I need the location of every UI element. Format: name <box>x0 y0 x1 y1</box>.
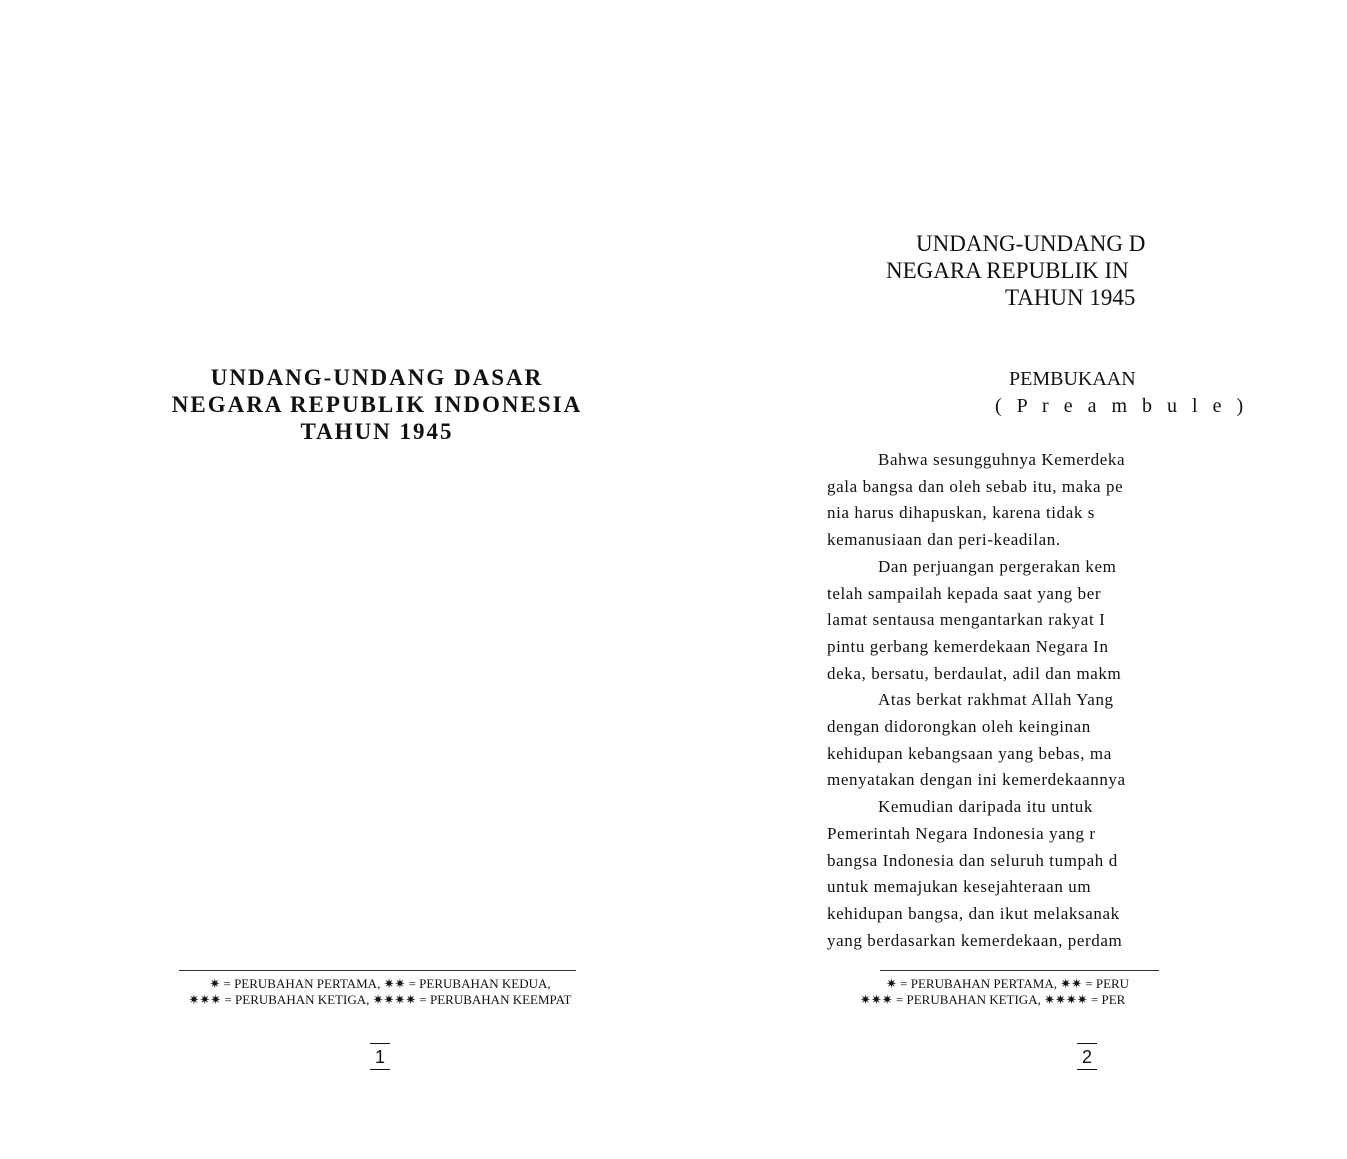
text-line: untuk memajukan kesejahteraan um <box>827 877 1092 897</box>
page-number: 1 <box>370 1043 390 1070</box>
text-line: menyatakan dengan ini kemerdekaannya <box>827 770 1126 790</box>
text-line: deka, bersatu, berdaulat, adil dan makm <box>827 663 1122 683</box>
footnote <box>860 976 1159 1008</box>
title-line: TAHUN 1945 <box>1005 285 1136 310</box>
title-line: TAHUN 1945 <box>300 419 454 444</box>
document-title <box>875 230 1275 311</box>
footnote <box>0 976 760 1008</box>
page-2 <box>760 0 1249 1159</box>
text-line: kehidupan kebangsaan yang bebas, ma <box>827 743 1112 763</box>
section-title: PEMBUKAAN <box>1009 368 1136 390</box>
title-line: NEGARA REPUBLIK INDONESIA <box>171 392 583 417</box>
title-line: UNDANG-UNDANG D <box>916 231 1146 256</box>
text-line: Kemudian daripada itu untuk <box>878 797 1093 817</box>
text-line: Pemerintah Negara Indonesia yang r <box>827 823 1096 843</box>
text-line: gala bangsa dan oleh sebab itu, maka pe <box>827 476 1124 496</box>
page-number: 2 <box>1077 1043 1097 1070</box>
text-line: Bahwa sesungguhnya Kemerdeka <box>878 450 1126 469</box>
text-line: dengan didorongkan oleh keinginan <box>827 717 1091 737</box>
text-line: nia harus dihapuskan, karena tidak s <box>827 503 1096 523</box>
preamble-text <box>827 447 1347 954</box>
text-line: pintu gerbang kemerdekaan Negara In <box>827 636 1109 656</box>
text-line: Dan perjuangan pergerakan kem <box>878 556 1117 576</box>
footnote-line: ✷✷✷ = PERUBAHAN KETIGA, ✷✷✷✷ = PERUBAHAN KEEMPAT <box>188 992 572 1007</box>
footnote-line: ✷ = PERUBAHAN PERTAMA, ✷✷ = PERU <box>886 976 1130 991</box>
text-line: Atas berkat rakhmat Allah Yang <box>878 690 1114 710</box>
footnote-line: ✷ = PERUBAHAN PERTAMA, ✷✷ = PERUBAHAN KEDUA, <box>209 976 551 991</box>
footnote-divider <box>880 970 1159 971</box>
text-line: bangsa Indonesia dan seluruh tumpah d <box>827 850 1118 870</box>
section-subtitle: ( P r e a m b u l e ) <box>995 395 1249 417</box>
footnote-line: ✷✷✷ = PERUBAHAN KETIGA, ✷✷✷✷ = PER <box>860 992 1126 1007</box>
title-line: NEGARA REPUBLIK IN <box>886 258 1129 283</box>
document-title <box>152 364 602 445</box>
text-line: kemanusiaan dan peri-keadilan. <box>827 530 1061 550</box>
footnote-divider <box>179 970 576 971</box>
section-heading <box>995 366 1295 420</box>
text-line: lamat sentausa mengantarkan rakyat I <box>827 610 1106 630</box>
text-line: kehidupan bangsa, dan ikut melaksanak <box>827 903 1120 923</box>
text-line: yang berdasarkan kemerdekaan, perdam <box>827 930 1123 950</box>
title-line: UNDANG-UNDANG DASAR <box>210 365 544 390</box>
text-line: telah sampailah kepada saat yang ber <box>827 583 1102 603</box>
